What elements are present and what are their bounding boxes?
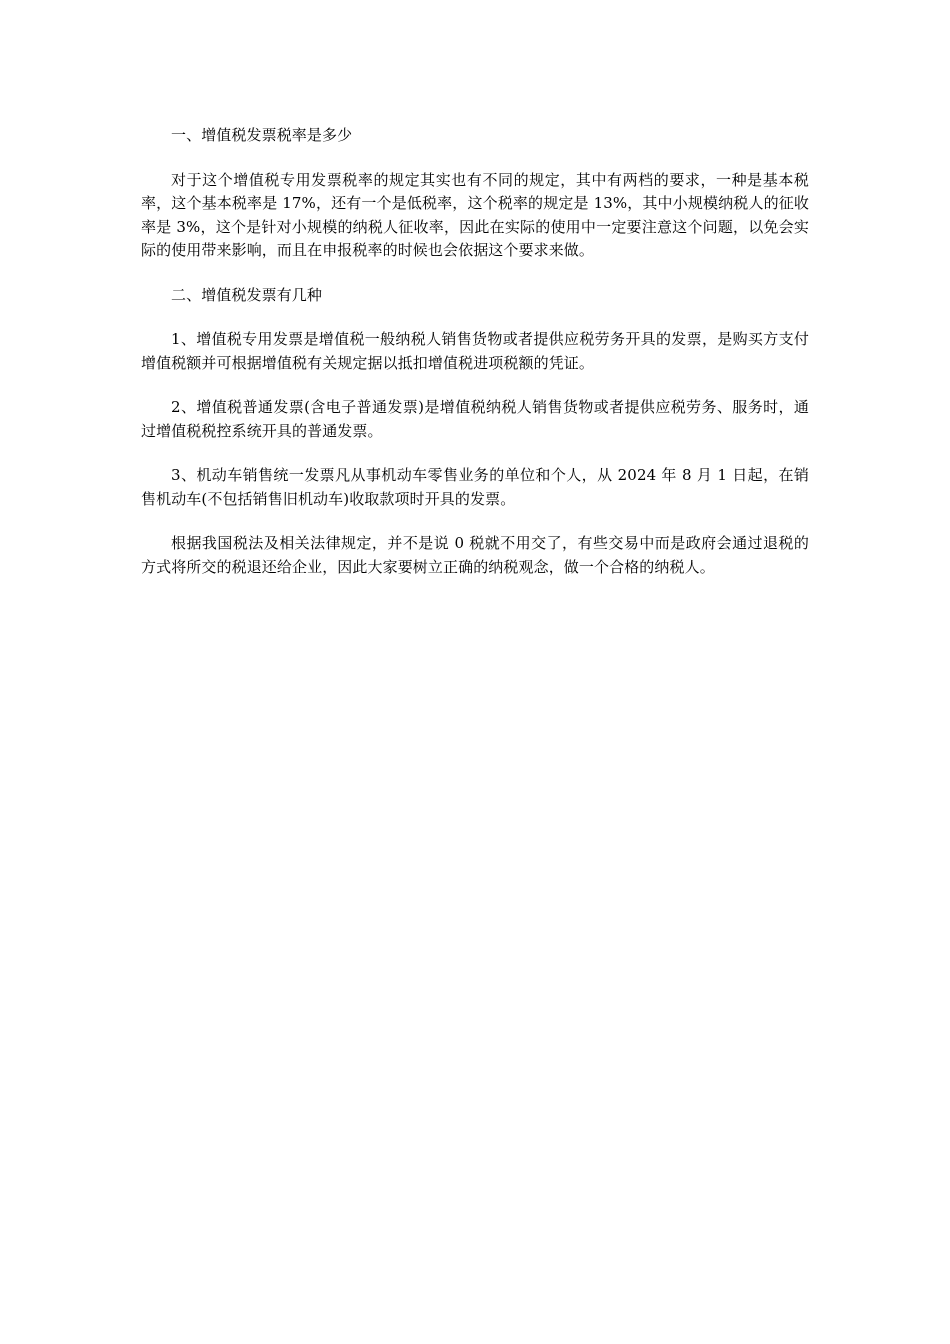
- section-heading-invoice-types: 二、增值税发票有几种: [171, 285, 323, 304]
- paragraph-special-invoice: 1、增值税专用发票是增值税一般纳税人销售货物或者提供应税劳务开具的发票，是购买方支付增值税额并可根据增值税有关规定据以抵扣增值税进项税额的凭证。: [141, 330, 809, 372]
- section-heading-tax-rate: 一、增值税发票税率是多少: [171, 126, 353, 144]
- document-body: [141, 124, 809, 600]
- paragraph-ordinary-invoice: 2、增值税普通发票(含电子普通发票)是增值税纳税人销售货物或者提供应税劳务、服务时，通过增值税税控系统开具的普通发票。: [141, 398, 809, 440]
- paragraph-vehicle-invoice: 3、机动车销售统一发票凡从事机动车零售业务的单位和个人，从 2024 年 8 月 1 日起，在销售机动车(不包括销售旧机动车)收取款项时开具的发票。: [141, 466, 809, 508]
- paragraph-tax-rate-details: 对于这个增值税专用发票税率的规定其实也有不同的规定，其中有两档的要求，一种是基本税率，这个基本税率是 17%，还有一个是低税率，这个税率的规定是 13%，其中小规模纳税人的征收率是 3%，这个是针对小规模的纳税人征收率，因此在实际的使用中一定要注意这个问题，以免会实际的使用带来影响，而且在申报税率的时候也会依据这个要求来做。: [141, 170, 809, 259]
- paragraph-conclusion: 根据我国税法及相关法律规定，并不是说 0 税就不用交了，有些交易中而是政府会通过退税的方式将所交的税退还给企业，因此大家要树立正确的纳税观念，做一个合格的纳税人。: [141, 534, 809, 576]
